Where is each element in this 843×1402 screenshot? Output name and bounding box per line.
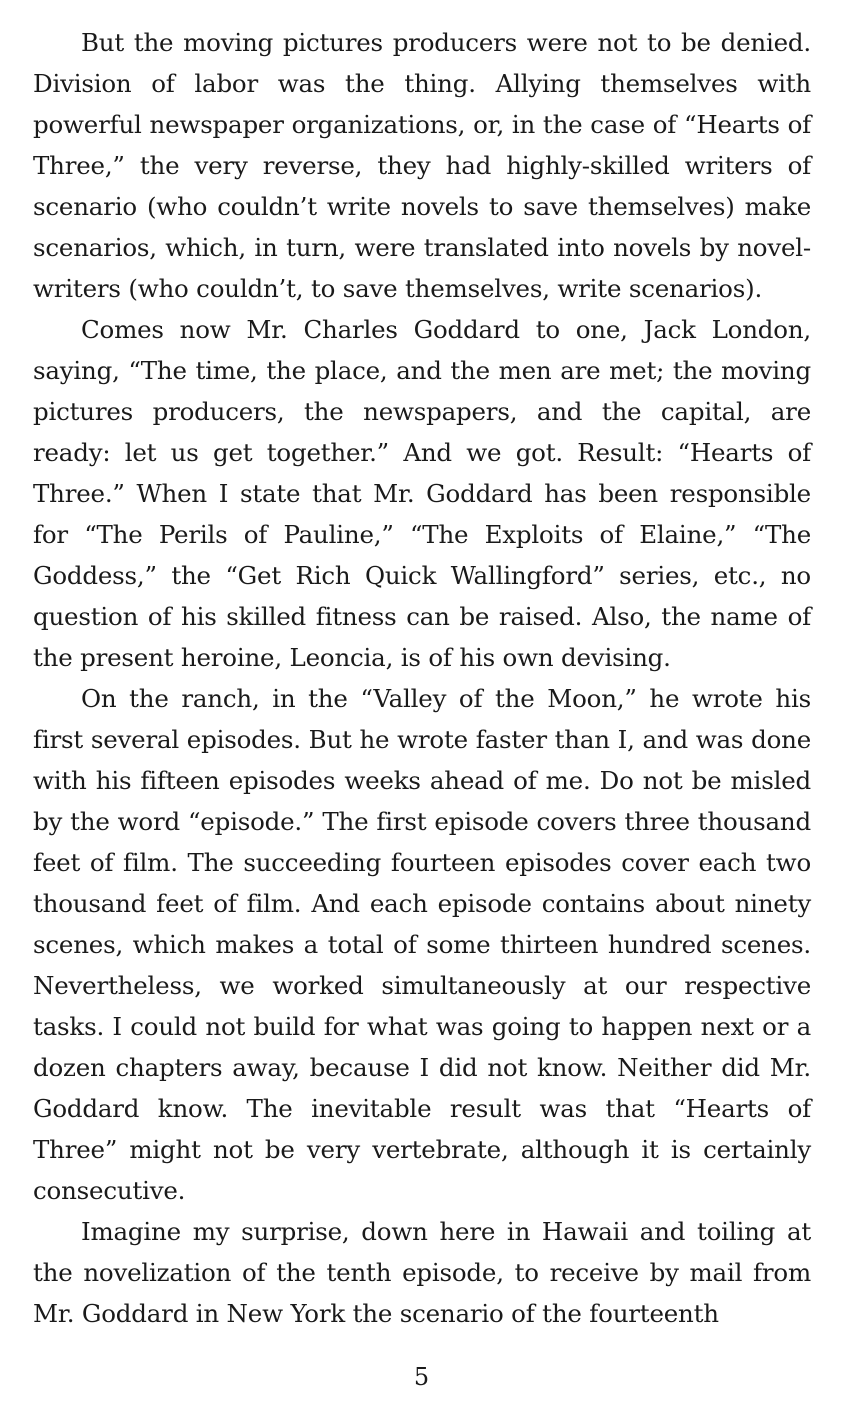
paragraph-1: But the moving pictures producers were not to be denied. Division of labor was the thing. Allying themselves with powerful newspaper organizations, or, in the case of “Hearts of Three,” the very reverse, they had highly-skilled writers of scenario (who couldn’t write novels to save themselves) make scenarios, which, in turn, were translated into novels by novel-writers (who couldn’t, to save themselves, write scenarios). bbox=[33, 28, 811, 303]
paragraph-2: Comes now Mr. Charles Goddard to one, Jack London, saying, “The time, the place, and the men are met; the moving pictures producers, the newspapers, and the capital, are ready: let us get together.” And we got. Result: “Hearts of Three.” When I state that Mr. Goddard has been responsible for “The Perils of Pauline,” “The Exploits of Elaine,” “The Goddess,” the “Get Rich Quick Wallingford” series, etc., no question of his skilled fitness can be raised. Also, the name of the present heroine, Leoncia, is of his own devising. bbox=[33, 315, 811, 672]
page-number: 5 bbox=[413, 1363, 430, 1391]
paragraph-3: On the ranch, in the “Valley of the Moon,” he wrote his first several episodes. But he wrote faster than I, and was done with his fifteen episodes weeks ahead of me. Do not be misled by the word “episode.” The first episode covers three thousand feet of film. The succeeding fourteen episodes cover each two thousand feet of film. And each episode contains about ninety scenes, which makes a total of some thirteen hundred scenes. Nevertheless, we worked simultaneously at our respective tasks. I could not build for what was going to happen next or a dozen chapters away, because I did not know. Neither did Mr. Goddard know. The inevitable result was that “Hearts of Three” might not be very vertebrate, although it is certainly consecutive. bbox=[33, 684, 811, 1205]
paragraph-4: Imagine my surprise, down here in Hawaii and toiling at the novelization of the tenth episode, to receive by mail from Mr. Goddard in New York the scenario of the fourteenth bbox=[33, 1217, 811, 1328]
page-body bbox=[33, 22, 811, 1334]
